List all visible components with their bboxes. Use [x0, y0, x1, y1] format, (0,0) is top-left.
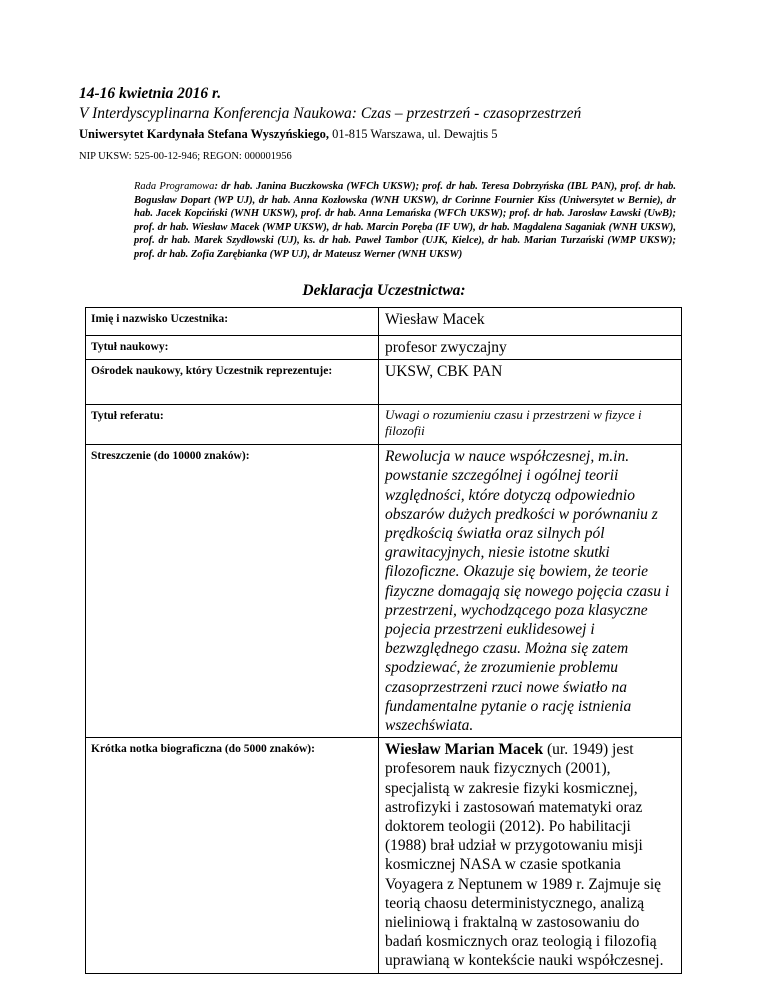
declaration-title: Deklaracja Uczestnictwa: — [302, 282, 466, 299]
university-address: 01-815 Warszawa, ul. Dewajtis 5 — [329, 127, 498, 141]
abstract-value: Rewolucja w nauce współczesnej, m.in. powstanie szczególnej i ogólnej teorii względności, które dotyczą odpowiednio obszarów dużych predkości w porównaniu z prędkością światła oraz silnych pól grawitacyjnych, niesie istotne skutki filozoficzne. Okazuje się bowiem, że teorie fizyczne domagają się nowego pojęcia czasu i przestrzeni, wychodzącego poza klasyczne pojecia przestrzeni euklidesowej i bezwzględnego czasu. Można się zatem spodziewać, że zrozumienie problemu czasoprzestrzeni rzuci nowe światło na fundamentalne pytanie o rację istnienia wszechświata. — [379, 445, 682, 738]
form-row-name — [86, 308, 682, 336]
university-name: Uniwersytet Kardynała Stefana Wyszyńskiego, — [79, 127, 329, 141]
form-row-paper-title — [86, 405, 682, 445]
form-row-bio — [86, 738, 682, 973]
program-council-members: : dr hab. Janina Buczkowska (WFCh UKSW); prof. dr hab. Teresa Dobrzyńska (IBL PAN), prof. dr hab. Bogusław Dopart (WP UJ), dr hab. Anna Kozłowska (WNH UKSW), dr Corinne Fournier Kiss (Uniwersytet w Bernie), dr hab. Jacek Kopciński (WNH UKSW), prof. dr hab. Anna Lemańska (WFCh UKSW); prof. dr hab. Jarosław Ławski (UwB); prof. dr hab. Wiesław Macek (WMP UKSW), dr hab. Marcin Poręba (IF UW), dr hab. Magdalena Saganiak (WNH UKSW), prof. dr hab. Marek Szydłowski (UJ), ks. dr hab. Paweł Tambor (UJK, Kielce), dr hab. Marian Turzański (WMP UKSW); prof. dr hab. Zofia Zarębianka (WP UJ), dr Mateusz Werner (WNH UKSW) — [134, 181, 676, 260]
program-council — [134, 180, 676, 262]
degree-label: Tytuł naukowy: — [86, 336, 379, 360]
degree-value: profesor zwyczajny — [379, 336, 682, 360]
bio-text: (ur. 1949) jest profesorem nauk fizycznych (2001), specjalistą w zakresie fizyki kosmicznej, astrofizyki i zastosowań matematyki oraz doktorem teologii (2012). Po habilitacji (1988) brał udział w przygotowaniu misji kosmicznej NASA w czasie spotkania Voyagera z Neptunem w 1989 r. Zajmuje się teorią chaosu deterministycznego, analizą nieliniową i fraktalną w zastosowaniu do badań kosmicznych oraz teologią i filozofią uprawianą w kontekście nauki współczesnej. — [385, 741, 664, 970]
institution-label: Ośrodek naukowy, który Uczestnik reprezentuje: — [86, 360, 379, 405]
form-row-institution — [86, 360, 682, 405]
university-line — [79, 127, 498, 142]
form-row-abstract — [86, 445, 682, 738]
conference-date: 14-16 kwietnia 2016 r. — [79, 85, 222, 102]
institution-value: UKSW, CBK PAN — [379, 360, 682, 405]
paper-title-label: Tytuł referatu: — [86, 405, 379, 445]
name-label: Imię i nazwisko Uczestnika: — [86, 308, 379, 336]
paper-title-value: Uwagi o rozumieniu czasu i przestrzeni w fizyce i filozofii — [385, 407, 642, 439]
name-value: Wiesław Macek — [379, 308, 682, 336]
bio-label: Krótka notka biograficzna (do 5000 znaków): — [86, 738, 379, 973]
participation-form — [85, 307, 682, 974]
abstract-label: Streszczenie (do 10000 znaków): — [86, 445, 379, 738]
conference-title: V Interdyscyplinarna Konferencja Naukowa: Czas – przestrzeń - czasoprzestrzeń — [79, 105, 582, 122]
bio-name: Wiesław Marian Macek — [385, 741, 544, 759]
nip-regon: NIP UKSW: 525-00-12-946; REGON: 000001956 — [79, 151, 292, 162]
program-council-label: Rada Programowa — [134, 181, 215, 192]
form-row-degree — [86, 336, 682, 360]
